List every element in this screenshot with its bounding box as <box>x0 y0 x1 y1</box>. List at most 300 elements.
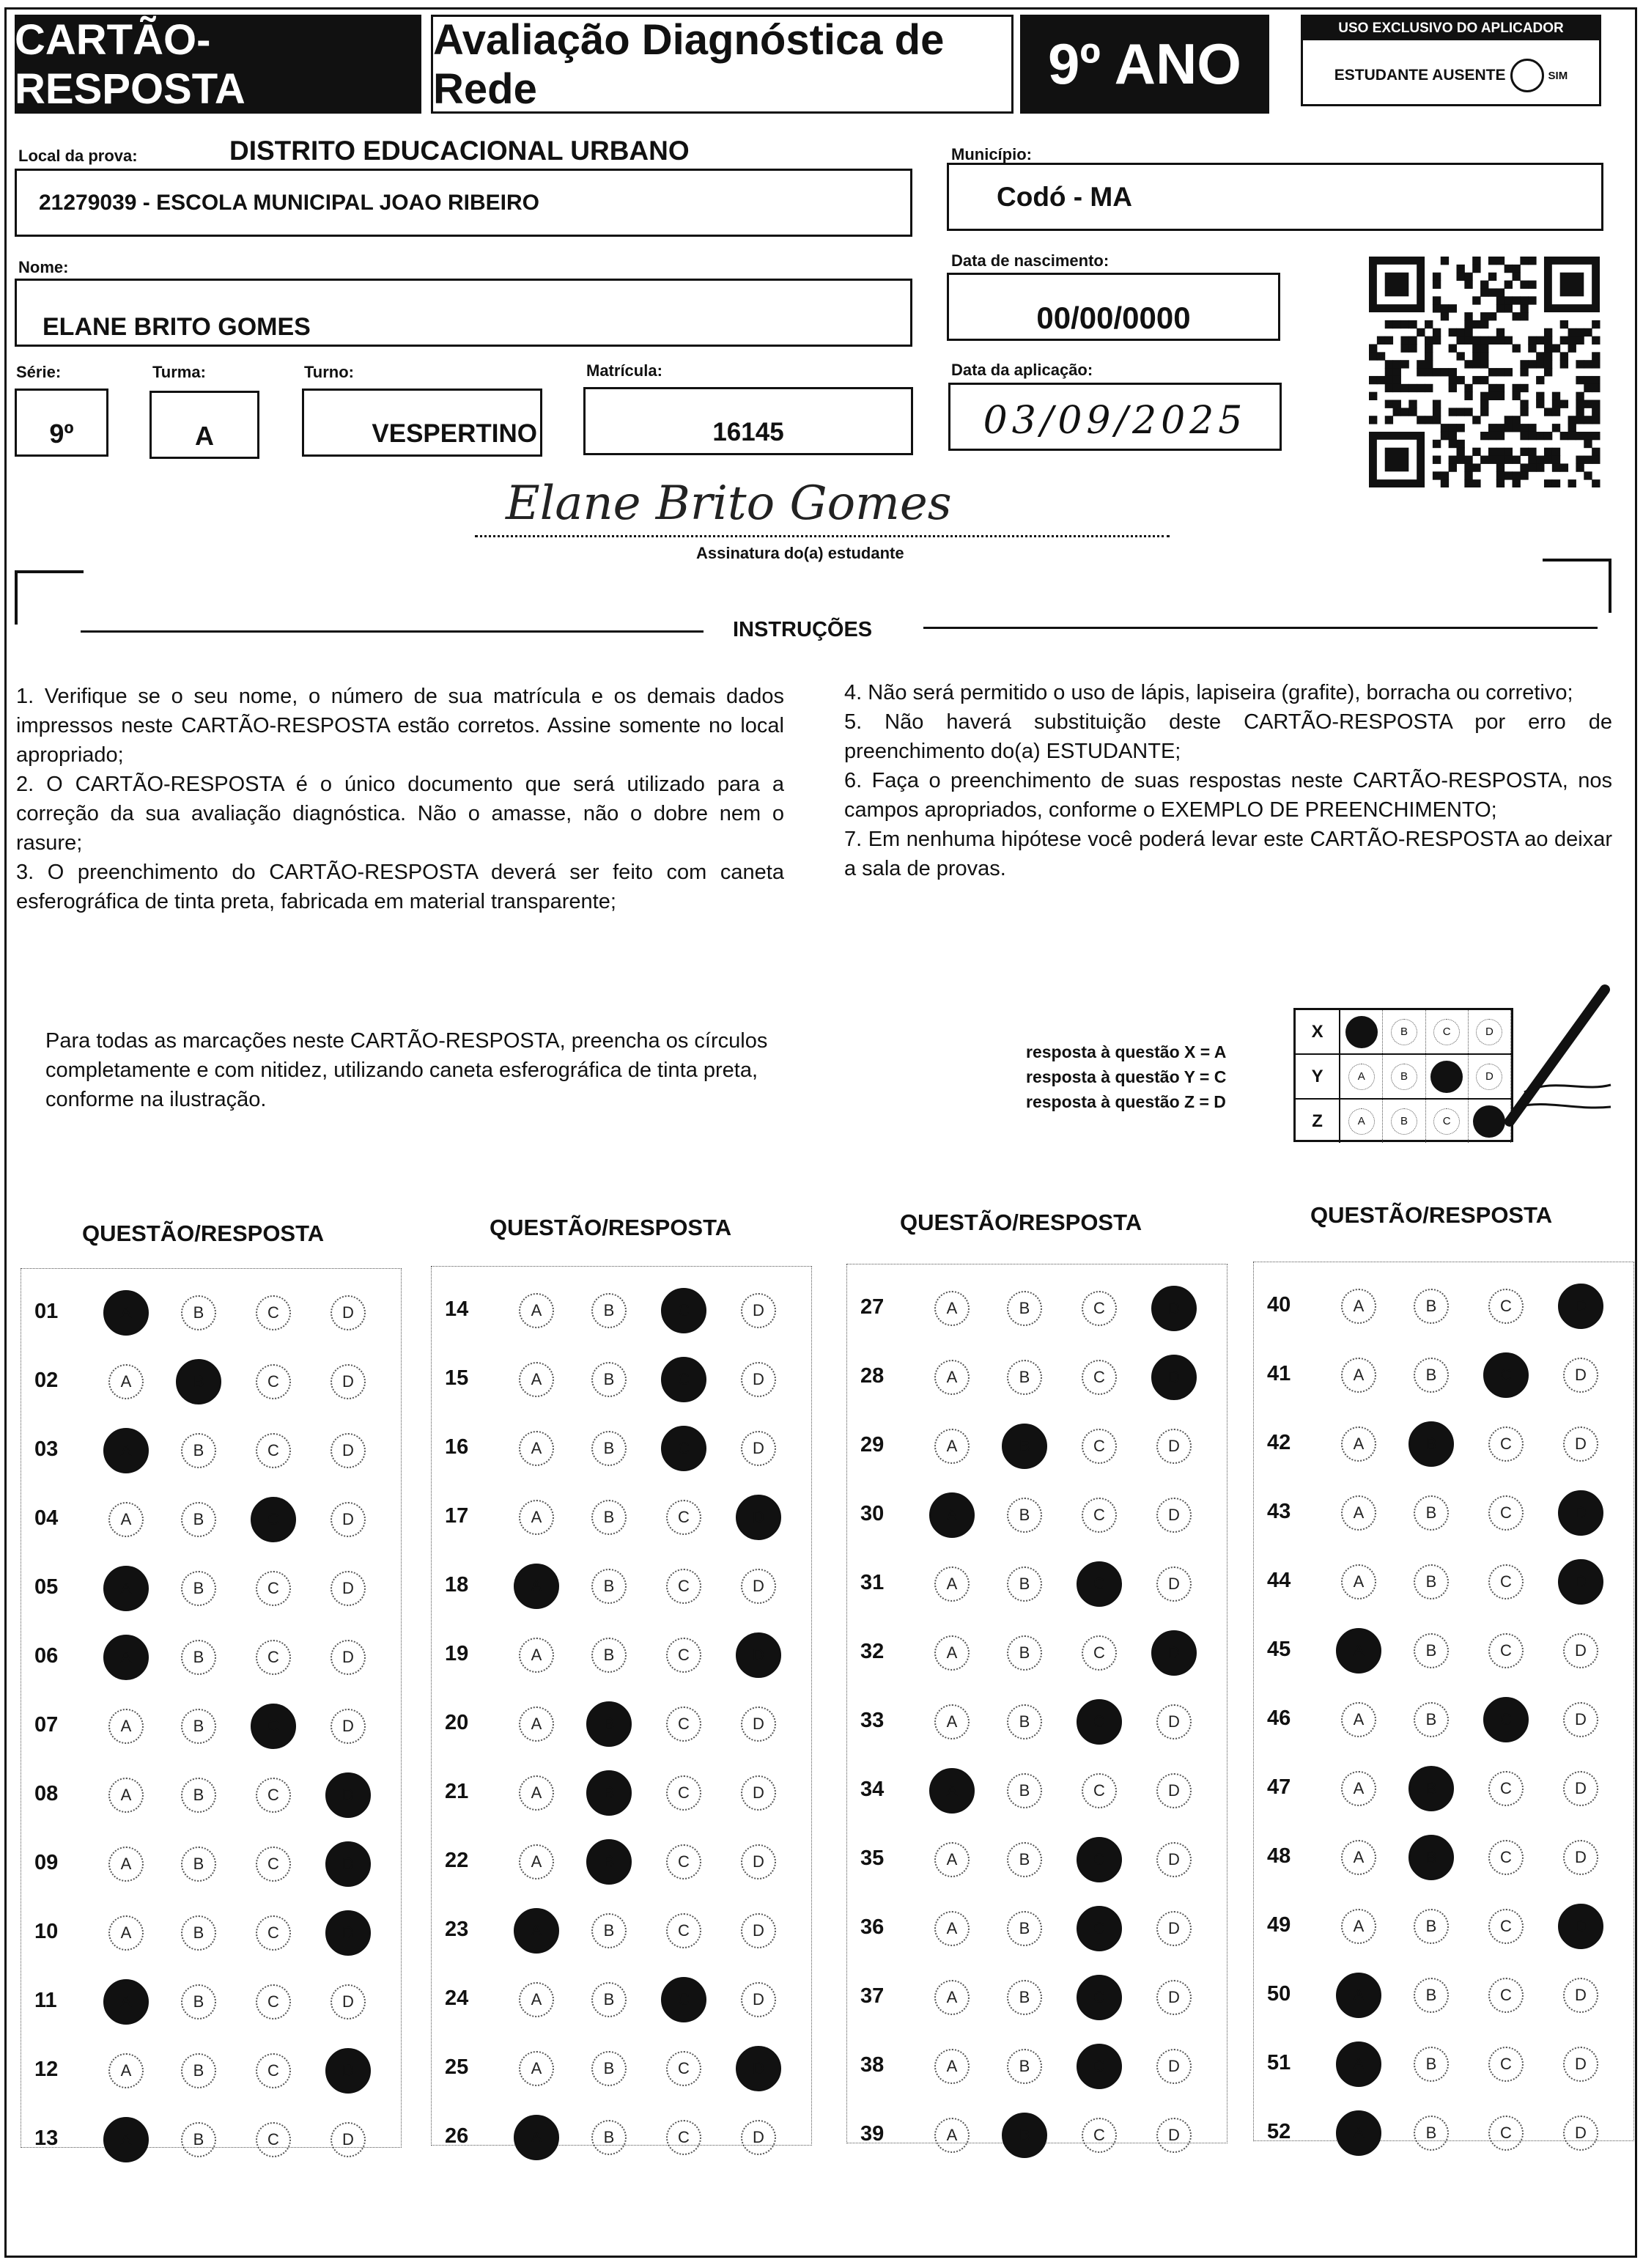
answer-bubble-a[interactable]: A <box>1341 1358 1376 1393</box>
answer-bubble-a[interactable]: A <box>934 1291 970 1326</box>
question-row-13 <box>21 2110 402 2169</box>
answer-bubble-d[interactable]: D <box>1156 1980 1192 2015</box>
answer-bubble-c[interactable]: C <box>1488 1978 1524 2013</box>
answer-bubble-a[interactable]: A <box>1336 2041 1381 2087</box>
answer-bubble-b[interactable]: B <box>1408 1421 1454 1467</box>
answer-bubble-a[interactable]: A <box>934 2118 970 2153</box>
answer-bubble-b[interactable]: B <box>591 1362 627 1397</box>
answer-bubble-c[interactable]: C <box>1077 1561 1122 1607</box>
answer-bubble-d[interactable]: D <box>1558 1284 1603 1329</box>
answer-bubble-d[interactable]: D <box>1563 1771 1598 1806</box>
question-number: 07 <box>34 1713 59 1737</box>
answer-bubble-a[interactable]: A <box>1341 1289 1376 1324</box>
answer-bubble-c[interactable]: C <box>666 2120 701 2155</box>
question-number: 12 <box>34 2058 59 2081</box>
answer-bubble-a[interactable]: A <box>103 1428 149 1473</box>
answer-bubble-b[interactable]: B <box>181 1433 216 1468</box>
answer-bubble-c[interactable]: C <box>251 1704 296 1749</box>
answer-bubble-c[interactable]: C <box>1488 2047 1524 2082</box>
answer-bubble-c[interactable]: C <box>256 1847 291 1882</box>
turma-box <box>149 391 259 459</box>
matricula-value: 16145 <box>712 417 784 446</box>
answer-bubble-c[interactable]: C <box>251 1497 296 1542</box>
question-number: 31 <box>860 1571 885 1594</box>
answer-bubble-d[interactable]: D <box>736 1632 781 1678</box>
question-number: 47 <box>1267 1775 1291 1799</box>
answer-bubble-b[interactable]: B <box>1007 1566 1042 1602</box>
answer-bubble-d[interactable]: D <box>331 1502 366 1537</box>
answer-bubble-c[interactable]: C <box>256 1640 291 1675</box>
answer-bubble-c[interactable]: C <box>1082 1429 1117 1464</box>
question-row-51 <box>1254 2035 1635 2094</box>
example-grid <box>1293 1008 1513 1142</box>
answer-bubble-b[interactable]: B <box>181 1571 216 1606</box>
answer-bubble-b[interactable]: B <box>1007 1773 1042 1808</box>
question-number: 48 <box>1267 1844 1291 1868</box>
answer-bubble-c[interactable]: C <box>1483 1697 1529 1742</box>
answer-bubble-a[interactable]: A <box>108 1778 144 1813</box>
question-row-48 <box>1254 1828 1635 1887</box>
question-row-17 <box>432 1488 813 1547</box>
applicator-label: USO EXCLUSIVO DO APLICADOR <box>1303 17 1599 40</box>
answer-bubble-d[interactable]: D <box>741 1293 776 1328</box>
answer-bubble-d[interactable]: D <box>741 1362 776 1397</box>
question-number: 49 <box>1267 1913 1291 1937</box>
answer-bubble-b[interactable]: B <box>1007 1498 1042 1533</box>
answer-bubble-b[interactable]: B <box>1414 1978 1449 2013</box>
answer-bubble-d[interactable]: D <box>331 1640 366 1675</box>
answer-bubble-b[interactable]: B <box>591 2120 627 2155</box>
answer-bubble-d[interactable]: D <box>741 2120 776 2155</box>
answer-bubble-d[interactable]: D <box>1563 2047 1598 2082</box>
answer-bubble-d[interactable]: D <box>1558 1490 1603 1536</box>
answer-bubble-c[interactable]: C <box>1082 1291 1117 1326</box>
nome-box <box>15 279 912 347</box>
question-row-10 <box>21 1904 402 1962</box>
answer-bubble-d[interactable]: D <box>741 1569 776 1604</box>
question-number: 42 <box>1267 1431 1291 1454</box>
question-row-40 <box>1254 1277 1635 1336</box>
answer-bubble-d[interactable]: D <box>741 1706 776 1742</box>
answer-bubble-c[interactable]: C <box>1077 1906 1122 1951</box>
answer-bubble-b[interactable]: B <box>181 1778 216 1813</box>
answer-bubble-d[interactable]: D <box>1156 1704 1192 1739</box>
answer-bubble-a[interactable]: A <box>514 1908 559 1954</box>
answer-bubble-c[interactable]: C <box>1488 1840 1524 1875</box>
answer-bubble-a[interactable]: A <box>929 1492 975 1538</box>
question-row-44 <box>1254 1553 1635 1611</box>
answer-bubble-d[interactable]: D <box>1558 1559 1603 1605</box>
answer-bubble-c[interactable]: C <box>1077 1837 1122 1882</box>
answer-bubble-a[interactable]: A <box>103 1979 149 2025</box>
question-number: 29 <box>860 1433 885 1457</box>
answer-bubble-b[interactable]: B <box>1414 1564 1449 1599</box>
question-number: 10 <box>34 1920 59 1943</box>
question-row-46 <box>1254 1690 1635 1749</box>
answer-bubble-b[interactable]: B <box>591 1293 627 1328</box>
answer-bubble-b[interactable]: B <box>591 1569 627 1604</box>
answer-bubble-c[interactable]: C <box>666 1775 701 1811</box>
answer-bubble-c[interactable]: C <box>666 1913 701 1948</box>
answer-bubble-a[interactable]: A <box>519 1431 554 1466</box>
question-number: 30 <box>860 1502 885 1525</box>
answer-bubble-d[interactable]: D <box>1156 1842 1192 1877</box>
answer-bubble-a[interactable]: A <box>1341 1426 1376 1462</box>
answer-bubble-a[interactable]: A <box>103 2117 149 2162</box>
answer-bubble-c[interactable]: C <box>1077 1975 1122 2020</box>
answer-bubble-c[interactable]: C <box>1488 1633 1524 1668</box>
absent-label: ESTUDANTE AUSENTE <box>1334 67 1506 84</box>
example-row-x <box>1296 1010 1511 1055</box>
answer-bubble-b[interactable]: B <box>586 1701 632 1747</box>
answer-bubble-a[interactable]: A <box>514 1564 559 1609</box>
question-row-03 <box>21 1421 402 1480</box>
answer-bubble-a[interactable]: A <box>108 1502 144 1537</box>
answer-bubble-c[interactable]: C <box>1077 1699 1122 1745</box>
answer-bubble-d[interactable]: D <box>331 1984 366 2020</box>
question-number: 23 <box>445 1918 469 1941</box>
pen-icon <box>1495 982 1612 1129</box>
answer-bubble-b[interactable]: B <box>181 1709 216 1744</box>
question-row-35 <box>847 1830 1228 1889</box>
answer-bubble-a[interactable]: A <box>934 1429 970 1464</box>
question-number: 34 <box>860 1778 885 1801</box>
answer-bubble-b[interactable]: B <box>1002 1424 1047 1469</box>
answer-bubble-b[interactable]: B <box>591 1982 627 2017</box>
question-number: 18 <box>445 1573 469 1597</box>
matricula-label: Matrícula: <box>586 361 662 380</box>
answer-bubble-c[interactable]: C <box>1488 1909 1524 1944</box>
answer-bubble-d[interactable]: D <box>325 1841 371 1887</box>
answer-bubble-c[interactable]: C <box>661 1288 706 1333</box>
instruction-6: 6. Faça o preenchimento de suas respostas neste CARTÃO-RESPOSTA, nos campos apropriados, conforme o EXEMPLO DE PREENCHIMENTO; <box>844 769 1612 822</box>
answer-bubble-d[interactable]: D <box>1151 1355 1197 1400</box>
answer-bubble-a[interactable]: A <box>519 1500 554 1535</box>
nascimento-box <box>947 273 1280 341</box>
answer-bubble-c[interactable]: C <box>1082 1773 1117 1808</box>
answer-bubble-c[interactable]: C <box>666 1500 701 1535</box>
answer-bubble-a[interactable]: A <box>934 1704 970 1739</box>
answer-bubble-a[interactable]: A <box>1341 1564 1376 1599</box>
answer-bubble-c[interactable]: C <box>1488 1771 1524 1806</box>
answer-bubble-d[interactable]: D <box>1156 1911 1192 1946</box>
answer-bubble-c[interactable]: C <box>666 2051 701 2086</box>
answer-bubble-c[interactable]: C <box>1483 1352 1529 1398</box>
example-bubble-c <box>1430 1061 1463 1093</box>
answer-bubble-c[interactable]: C <box>1082 1498 1117 1533</box>
answer-bubble-d[interactable]: D <box>325 1910 371 1956</box>
question-number: 36 <box>860 1915 885 1939</box>
answer-bubble-c[interactable]: C <box>256 1433 291 1468</box>
answer-bubble-a[interactable]: A <box>934 1635 970 1671</box>
exam-title-bar <box>431 15 1014 114</box>
instructions-corner-right <box>1543 559 1611 613</box>
question-number: 14 <box>445 1297 469 1321</box>
answer-bubble-c[interactable]: C <box>666 1569 701 1604</box>
question-number: 38 <box>860 2053 885 2077</box>
answer-bubble-c[interactable]: C <box>666 1706 701 1742</box>
answer-bubble-c[interactable]: C <box>666 1638 701 1673</box>
answer-bubble-d[interactable]: D <box>331 1364 366 1399</box>
answer-bubble-b[interactable]: B <box>181 1640 216 1675</box>
answer-bubble-d[interactable]: D <box>1563 1840 1598 1875</box>
answer-bubble-b[interactable]: B <box>1408 1835 1454 1880</box>
question-row-42 <box>1254 1415 1635 1473</box>
card-title: CARTÃO-RESPOSTA <box>15 15 245 113</box>
question-row-19 <box>432 1626 813 1685</box>
answer-bubble-b[interactable]: B <box>1414 1358 1449 1393</box>
answer-bubble-d[interactable]: D <box>1563 1426 1598 1462</box>
answer-bubble-c[interactable]: C <box>666 1844 701 1879</box>
answer-bubble-d[interactable]: D <box>1563 1702 1598 1737</box>
answer-bubble-b[interactable]: B <box>1414 1909 1449 1944</box>
answer-bubble-d[interactable]: D <box>1156 2049 1192 2084</box>
answer-bubble-d[interactable]: D <box>1563 2116 1598 2151</box>
answer-bubble-a[interactable]: A <box>934 1360 970 1395</box>
answer-bubble-a[interactable]: A <box>1341 1495 1376 1531</box>
answer-bubble-d[interactable]: D <box>741 1431 776 1466</box>
answer-bubble-d[interactable]: D <box>1156 1498 1192 1533</box>
answer-bubble-c[interactable]: C <box>1488 1289 1524 1324</box>
answer-bubble-b[interactable]: B <box>1007 1291 1042 1326</box>
instructions-rule-left <box>81 630 704 633</box>
example-legend-x: resposta à questão X = A <box>1026 1042 1227 1061</box>
question-row-21 <box>432 1764 813 1822</box>
answer-bubble-a[interactable]: A <box>108 1364 144 1399</box>
answer-bubble-c[interactable]: C <box>661 1977 706 2022</box>
answer-bubble-a[interactable]: A <box>934 1911 970 1946</box>
answer-bubble-c[interactable]: C <box>661 1357 706 1402</box>
question-row-23 <box>432 1901 813 1960</box>
answer-bubble-c[interactable]: C <box>1488 1426 1524 1462</box>
local-label: Local da prova: <box>18 147 138 165</box>
answer-bubble-d[interactable]: D <box>1563 1978 1598 2013</box>
answer-bubble-a[interactable]: A <box>519 1293 554 1328</box>
answer-bubble-a[interactable]: A <box>108 1709 144 1744</box>
exam-title: Avaliação Diagnóstica de Rede <box>433 15 945 113</box>
answer-bubble-b[interactable]: B <box>1007 1911 1042 1946</box>
answer-bubble-b[interactable]: B <box>181 2122 216 2157</box>
answer-bubble-b[interactable]: B <box>1414 1289 1449 1324</box>
grade: 9º ANO <box>1048 32 1241 96</box>
question-number: 45 <box>1267 1638 1291 1661</box>
answer-bubble-c[interactable]: C <box>256 2122 291 2157</box>
answer-bubble-c[interactable]: C <box>1488 2116 1524 2151</box>
answer-bubble-b[interactable]: B <box>591 1638 627 1673</box>
question-number: 32 <box>860 1640 885 1663</box>
answer-bubble-a[interactable]: A <box>934 1980 970 2015</box>
answer-bubble-a[interactable]: A <box>519 1706 554 1742</box>
answer-bubble-b[interactable]: B <box>1007 2049 1042 2084</box>
answer-bubble-b[interactable]: B <box>1414 1702 1449 1737</box>
municipio-value: Codó - MA <box>997 181 1132 212</box>
question-number: 40 <box>1267 1293 1291 1317</box>
question-row-34 <box>847 1761 1228 1820</box>
question-row-15 <box>432 1350 813 1409</box>
answer-bubble-a[interactable]: A <box>1336 2110 1381 2156</box>
answer-bubble-c[interactable]: C <box>1082 1360 1117 1395</box>
example-bubble-b: B <box>1391 1064 1417 1090</box>
answer-bubble-b[interactable]: B <box>591 1913 627 1948</box>
answer-bubble-a[interactable]: A <box>103 1566 149 1611</box>
answer-bubble-b[interactable]: B <box>181 1295 216 1330</box>
answer-bubble-b[interactable]: B <box>1007 1980 1042 2015</box>
answer-bubble-b[interactable]: B <box>586 1839 632 1885</box>
answer-bubble-a[interactable]: A <box>1341 1771 1376 1806</box>
answer-bubble-d[interactable]: D <box>741 1913 776 1948</box>
question-number: 20 <box>445 1711 469 1734</box>
example-bubble-d: D <box>1476 1019 1502 1045</box>
nascimento-label: Data de nascimento: <box>951 251 1110 270</box>
answer-bubble-a[interactable]: A <box>1336 1973 1381 2018</box>
answer-bubble-b[interactable]: B <box>1414 2116 1449 2151</box>
answer-bubble-b[interactable]: B <box>1007 1704 1042 1739</box>
answer-bubble-c[interactable]: C <box>256 1984 291 2020</box>
absent-checkbox[interactable] <box>1510 59 1544 92</box>
answer-bubble-d[interactable]: D <box>325 1772 371 1818</box>
answer-bubble-c[interactable]: C <box>256 1778 291 1813</box>
answer-bubble-d[interactable]: D <box>1156 2118 1192 2153</box>
answer-bubble-a[interactable]: A <box>519 1638 554 1673</box>
serie-box <box>15 389 108 457</box>
answer-bubble-d[interactable]: D <box>736 1495 781 1540</box>
question-number: 35 <box>860 1847 885 1870</box>
answer-bubble-a[interactable]: A <box>934 1842 970 1877</box>
answer-bubble-a[interactable]: A <box>108 2053 144 2088</box>
answer-bubble-b[interactable]: B <box>181 1915 216 1951</box>
answer-bubble-b[interactable]: B <box>1007 1360 1042 1395</box>
example-bubble-a: A <box>1348 1108 1375 1135</box>
answer-bubble-b[interactable]: B <box>181 1847 216 1882</box>
answer-bubble-a[interactable]: A <box>519 1362 554 1397</box>
answer-bubble-a[interactable]: A <box>519 1982 554 2017</box>
answer-bubble-b[interactable]: B <box>181 1502 216 1537</box>
answer-bubble-c[interactable]: C <box>1488 1564 1524 1599</box>
answer-bubble-d[interactable]: D <box>1156 1566 1192 1602</box>
answer-bubble-a[interactable]: A <box>1336 1628 1381 1674</box>
turno-label: Turno: <box>304 363 355 381</box>
answer-bubble-c[interactable]: C <box>256 2053 291 2088</box>
answer-bubble-a[interactable]: A <box>1341 1909 1376 1944</box>
nome-label: Nome: <box>18 258 69 276</box>
signature-line <box>475 535 1170 537</box>
answer-bubble-b[interactable]: B <box>181 2053 216 2088</box>
question-number: 21 <box>445 1780 469 1803</box>
question-row-39 <box>847 2106 1228 2165</box>
answers-heading: QUESTÃO/RESPOSTA <box>82 1220 325 1246</box>
answer-bubble-d[interactable]: D <box>1156 1773 1192 1808</box>
answer-bubble-b[interactable]: B <box>586 1770 632 1816</box>
question-row-16 <box>432 1419 813 1478</box>
answer-bubble-c[interactable]: C <box>661 1426 706 1471</box>
answer-bubble-a[interactable]: A <box>514 2115 559 2160</box>
answer-bubble-d[interactable]: D <box>1151 1286 1197 1331</box>
answer-bubble-d[interactable]: D <box>331 1709 366 1744</box>
answer-bubble-d[interactable]: D <box>736 2046 781 2091</box>
answer-bubble-c[interactable]: C <box>1082 2118 1117 2153</box>
answer-bubble-a[interactable]: A <box>519 1844 554 1879</box>
answer-bubble-a[interactable]: A <box>108 1847 144 1882</box>
answer-bubble-a[interactable]: A <box>519 1775 554 1811</box>
answer-bubble-d[interactable]: D <box>741 1844 776 1879</box>
answer-bubble-a[interactable]: A <box>1341 1702 1376 1737</box>
answer-bubble-c[interactable]: C <box>256 1571 291 1606</box>
question-row-09 <box>21 1835 402 1893</box>
answer-bubble-d[interactable]: D <box>1558 1904 1603 1949</box>
answer-bubble-d[interactable]: D <box>741 1982 776 2017</box>
answer-bubble-a[interactable]: A <box>108 1915 144 1951</box>
question-number: 06 <box>34 1644 59 1668</box>
answer-bubble-d[interactable]: D <box>325 2048 371 2094</box>
answer-bubble-b[interactable]: B <box>1002 2113 1047 2158</box>
answer-bubble-b[interactable]: B <box>176 1359 221 1404</box>
municipio-label: Município: <box>951 145 1032 163</box>
question-row-04 <box>21 1490 402 1549</box>
answer-bubble-a[interactable]: A <box>934 2049 970 2084</box>
answer-bubble-a[interactable]: A <box>103 1635 149 1680</box>
answer-bubble-d[interactable]: D <box>331 1571 366 1606</box>
card-title-bar <box>15 15 421 114</box>
answer-bubble-a[interactable]: A <box>103 1290 149 1336</box>
question-row-18 <box>432 1557 813 1616</box>
answer-bubble-b[interactable]: B <box>1414 1495 1449 1531</box>
example-row-label: Z <box>1296 1100 1340 1143</box>
answer-bubble-b[interactable]: B <box>591 2051 627 2086</box>
answer-bubble-b[interactable]: B <box>1414 1633 1449 1668</box>
applicator-box <box>1301 15 1601 106</box>
nome-value: ELANE BRITO GOMES <box>43 313 311 341</box>
answer-bubble-d[interactable]: D <box>1563 1358 1598 1393</box>
answer-bubble-b[interactable]: B <box>591 1500 627 1535</box>
answer-bubble-b[interactable]: B <box>591 1431 627 1466</box>
answer-bubble-a[interactable]: A <box>519 2051 554 2086</box>
example-bubble-a: A <box>1348 1064 1375 1090</box>
answer-bubble-c[interactable]: C <box>256 1915 291 1951</box>
answers-heading: QUESTÃO/RESPOSTA <box>1310 1202 1553 1228</box>
answer-bubble-d[interactable]: D <box>331 1433 366 1468</box>
answer-bubble-d[interactable]: D <box>1563 1633 1598 1668</box>
answer-column-2 <box>431 1266 812 2146</box>
instructions-corner-left <box>15 570 84 625</box>
answers-heading: QUESTÃO/RESPOSTA <box>900 1210 1142 1235</box>
answer-bubble-c[interactable]: C <box>256 1295 291 1330</box>
answer-bubble-c[interactable]: C <box>1082 1635 1117 1671</box>
instruction-4: 4. Não será permitido o uso de lápis, lapiseira (grafite), borracha ou corretivo; <box>844 681 1573 704</box>
answer-bubble-d[interactable]: D <box>1156 1429 1192 1464</box>
question-number: 03 <box>34 1437 59 1461</box>
answer-bubble-a[interactable]: A <box>929 1768 975 1814</box>
answer-bubble-d[interactable]: D <box>331 2122 366 2157</box>
answer-bubble-d[interactable]: D <box>1151 1630 1197 1676</box>
question-number: 39 <box>860 2122 885 2146</box>
answer-bubble-c[interactable]: C <box>256 1364 291 1399</box>
question-number: 13 <box>34 2127 59 2150</box>
answer-bubble-d[interactable]: D <box>741 1775 776 1811</box>
question-number: 44 <box>1267 1569 1291 1592</box>
answer-bubble-b[interactable]: B <box>1414 2047 1449 2082</box>
question-row-14 <box>432 1281 813 1340</box>
answer-bubble-a[interactable]: A <box>934 1566 970 1602</box>
answer-bubble-c[interactable]: C <box>1077 2044 1122 2089</box>
instruction-1: 1. Verifique se o seu nome, o número de sua matrícula e os demais dados impressos neste CARTÃO-RESPOSTA estão corretos. Assine somente no local apropriado; <box>16 685 784 767</box>
answer-bubble-d[interactable]: D <box>331 1295 366 1330</box>
answer-bubble-a[interactable]: A <box>1341 1840 1376 1875</box>
answer-bubble-c[interactable]: C <box>1488 1495 1524 1531</box>
answer-bubble-b[interactable]: B <box>1007 1635 1042 1671</box>
answer-bubble-b[interactable]: B <box>1408 1766 1454 1811</box>
answer-bubble-b[interactable]: B <box>1007 1842 1042 1877</box>
answer-bubble-b[interactable]: B <box>181 1984 216 2020</box>
